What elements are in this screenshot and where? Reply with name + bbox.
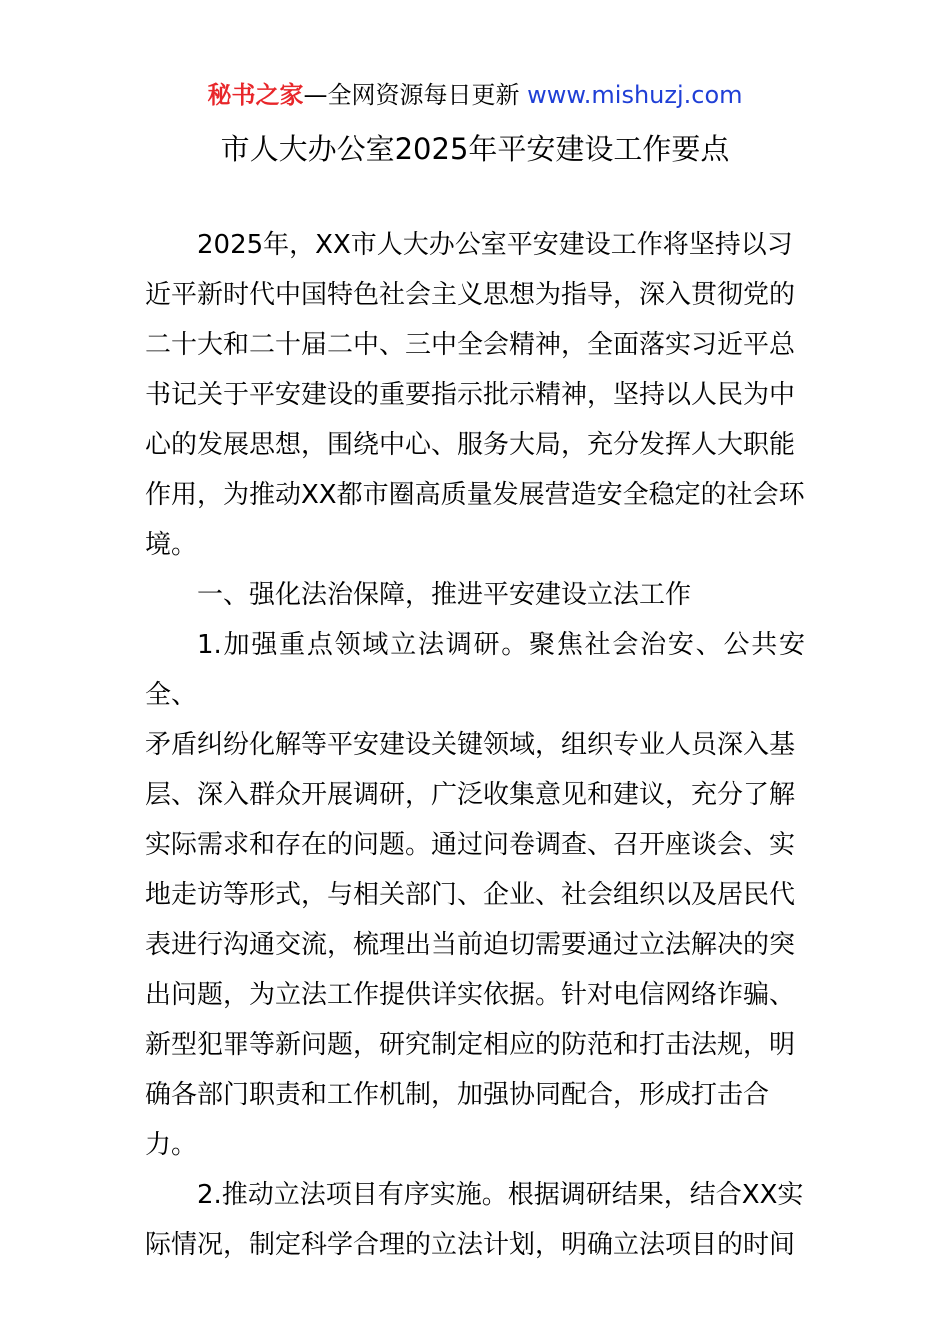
- paragraph-item-2: 2.推动立法项目有序实施。根据调研结果，结合XX实 际情况，制定科学合理的立法计划，明确立法项目的时间: [145, 1180, 804, 1260]
- section-heading-1: 一、强化法治保障，推进平安建设立法工作: [197, 580, 692, 610]
- site-brand: 秘书之家: [207, 81, 304, 109]
- site-url-link[interactable]: www.mishuzj.com: [527, 81, 743, 109]
- site-header: [0, 78, 950, 112]
- paragraph-intro: 2025年，XX市人大办公室平安建设工作将坚持以习 近平新时代中国特色社会主义思想为指导，深入贯彻党的 二十大和二十届二中、三中全会精神，全面落实习近平总 书记关于平安建设的重要指示批示精神，坚持以人民为中 心的发展思想，围绕中心、服务大局，充分发挥人大职能 作用，为推动XX都市圈高质量发展营造安全稳定的社会环 境。: [145, 230, 805, 560]
- document-body: [145, 220, 805, 1270]
- paragraph-item-1: 1.加强重点领域立法调研。聚焦社会治安、公共安全、 矛盾纠纷化解等平安建设关键领域，组织专业人员深入基 层、深入群众开展调研，广泛收集意见和建议，充分了解 实际需求和存在的问题。通过问卷调查、召开座谈会、实 地走访等形式，与相关部门、企业、社会组织以及居民代 表进行沟通交流，梳理出当前迫切需要通过立法解决的突 出问题，为立法工作提供详实依据。针对电信网络诈骗、 新型犯罪等新问题，研究制定相应的防范和打击法规，明 确各部门职责和工作机制，加强协同配合，形成打击合 力。: [145, 630, 805, 1160]
- document-title: 市人大办公室2025年平安建设工作要点: [220, 132, 730, 166]
- site-tagline: —全网资源每日更新: [303, 81, 520, 109]
